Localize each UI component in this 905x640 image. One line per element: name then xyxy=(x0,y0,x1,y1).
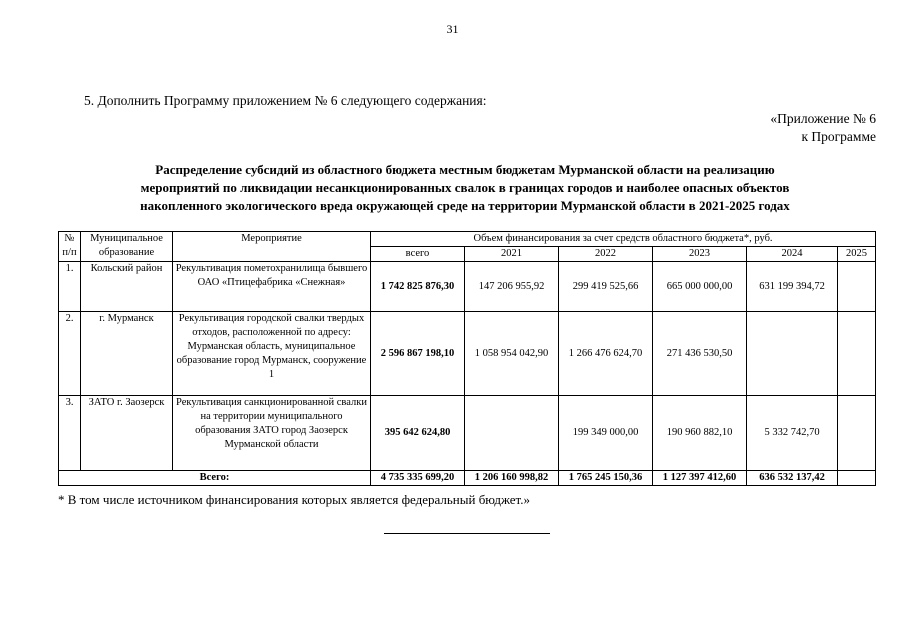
row-2023: 271 436 530,50 xyxy=(653,312,747,396)
table-total-row xyxy=(59,471,876,486)
row-num: 1. xyxy=(59,262,81,312)
total-label: Всего: xyxy=(59,471,371,486)
table-header-row xyxy=(59,232,876,247)
row-municipality: ЗАТО г. Заозерск xyxy=(81,396,173,471)
row-total: 395 642 624,80 xyxy=(371,396,465,471)
row-municipality: Кольский район xyxy=(81,262,173,312)
header-total: всего xyxy=(371,247,465,262)
row-municipality: г. Мурманск xyxy=(81,312,173,396)
row-2021 xyxy=(465,396,559,471)
row-2022: 1 266 476 624,70 xyxy=(559,312,653,396)
appendix-heading xyxy=(770,110,876,146)
table-row xyxy=(59,396,876,471)
header-municipality: Муниципальное образование xyxy=(81,232,173,262)
footnote: * В том числе источником финансирования которых является федеральный бюджет.» xyxy=(58,492,531,507)
row-num: 2. xyxy=(59,312,81,396)
header-2021: 2021 xyxy=(465,247,559,262)
row-2021: 147 206 955,92 xyxy=(465,262,559,312)
appendix-line-1: «Приложение № 6 xyxy=(770,111,876,126)
header-2024: 2024 xyxy=(747,247,838,262)
table-row xyxy=(59,312,876,396)
row-2023: 665 000 000,00 xyxy=(653,262,747,312)
header-2023: 2023 xyxy=(653,247,747,262)
row-2022: 299 419 525,66 xyxy=(559,262,653,312)
row-num: 3. xyxy=(59,396,81,471)
total-2023: 1 127 397 412,60 xyxy=(653,471,747,486)
row-2025 xyxy=(838,396,876,471)
total-all: 4 735 335 699,20 xyxy=(371,471,465,486)
row-2025 xyxy=(838,262,876,312)
row-total: 1 742 825 876,30 xyxy=(371,262,465,312)
header-measure: Мероприятие xyxy=(173,232,371,262)
row-2024 xyxy=(747,312,838,396)
row-2025 xyxy=(838,312,876,396)
row-measure: Рекультивация городской свалки твердых отходов, расположенной по адресу: Мурманская область, муниципальное образование город Мурманск, сооружение 1 xyxy=(173,312,371,396)
title-line-3: накопленного экологического вреда окружающей среде на территории Мурманской области в 2021-2025 годах xyxy=(140,198,790,213)
title-line-2: мероприятий по ликвидации несанкционированных свалок в границах городов и наиболее опасных объектов xyxy=(140,180,790,195)
funding-table xyxy=(58,231,876,486)
header-funding: Объем финансирования за счет средств областного бюджета*, руб. xyxy=(371,232,876,247)
row-measure: Рекультивация санкционированной свалки на территории муниципального образования ЗАТО город Заозерск Мурманской области xyxy=(173,396,371,471)
total-2021: 1 206 160 998,82 xyxy=(465,471,559,486)
separator-line xyxy=(384,533,550,534)
row-measure: Рекультивация пометохранилища бывшего ОАО «Птицефабрика «Снежная» xyxy=(173,262,371,312)
row-2024: 631 199 394,72 xyxy=(747,262,838,312)
header-2022: 2022 xyxy=(559,247,653,262)
row-2024: 5 332 742,70 xyxy=(747,396,838,471)
total-2025 xyxy=(838,471,876,486)
total-2024: 636 532 137,42 xyxy=(747,471,838,486)
title-line-1: Распределение субсидий из областного бюджета местным бюджетам Мурманской области на реализацию xyxy=(155,162,775,177)
row-total: 2 596 867 198,10 xyxy=(371,312,465,396)
total-2022: 1 765 245 150,36 xyxy=(559,471,653,486)
header-num: № п/п xyxy=(59,232,81,262)
table-row xyxy=(59,262,876,312)
document-title xyxy=(60,161,870,215)
page-number: 31 xyxy=(446,22,459,36)
header-2025: 2025 xyxy=(838,247,876,262)
appendix-line-2: к Программе xyxy=(801,129,876,144)
row-2023: 190 960 882,10 xyxy=(653,396,747,471)
row-2022: 199 349 000,00 xyxy=(559,396,653,471)
item-5-text: 5. Дополнить Программу приложением № 6 следующего содержания: xyxy=(84,93,487,108)
row-2021: 1 058 954 042,90 xyxy=(465,312,559,396)
